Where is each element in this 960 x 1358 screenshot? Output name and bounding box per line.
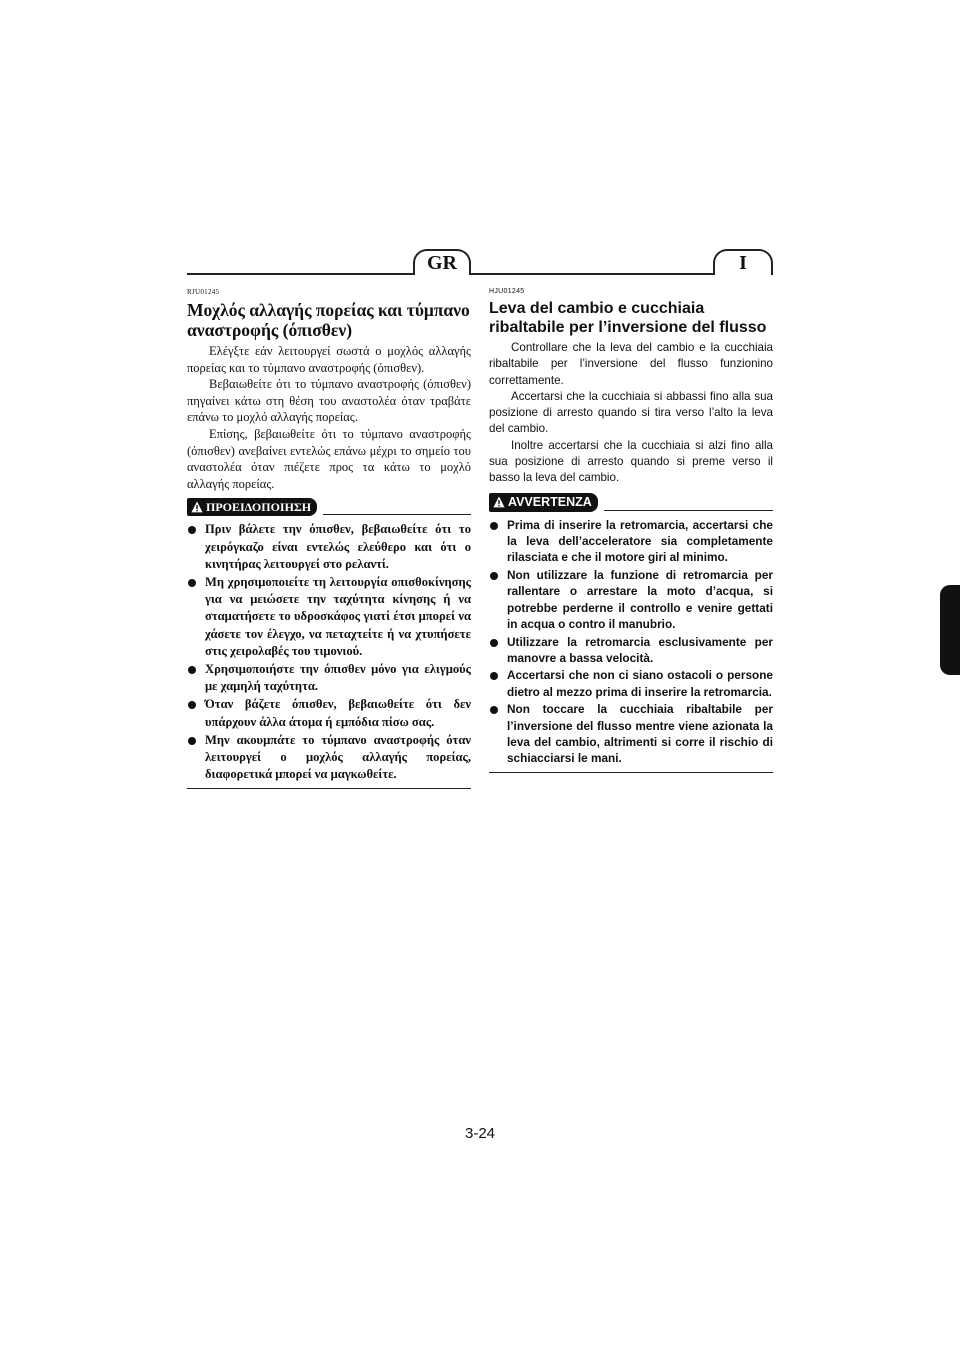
bullet-icon xyxy=(188,701,196,709)
warning-text: Accertarsi che non ci siano ostacoli o persone dietro al mezzo prima di inserire la retromarcia. xyxy=(507,668,773,699)
language-badge-italian: I xyxy=(713,249,773,275)
warning-item xyxy=(489,667,773,700)
greek-column xyxy=(187,288,471,789)
header-rule xyxy=(187,273,773,275)
warning-list xyxy=(187,521,471,783)
warning-text: Μη χρησιμοποιείτε τη λειτουργία οπισθοκίνησης για να μειώσετε την ταχύτητα κίνησης ή να σταματήσετε το υδροσκάφος γιατί έτσι μπορεί να χάσετε τον έλεγχο, να πεταχτείτε ή να χτυπήσετε στις χειρολαβές του τιμονιού. xyxy=(205,574,471,658)
section-code: RJU01245 xyxy=(187,288,220,296)
warning-text: Χρησιμοποιήστε την όπισθεν μόνο για ελιγμούς με χαμηλή ταχύτητα. xyxy=(205,661,471,694)
warning-text: Utilizzare la retromarcia esclusivamente per manovre a bassa velocità. xyxy=(507,634,773,665)
bullet-icon xyxy=(188,737,196,745)
body-paragraph: Βεβαιωθείτε ότι το τύμπανο αναστροφής (όπισθεν) πηγαίνει κάτω στη θέση του αναστολέα όταν τραβάτε επάνω το μοχλό αλλαγής πορείας. xyxy=(187,377,471,425)
warning-header xyxy=(187,498,471,516)
warning-item xyxy=(187,732,471,784)
body-paragraph: Inoltre accertarsi che la cucchiaia si alzi fino alla sua posizione di arresto quando si preme verso il basso la leva del cambio. xyxy=(489,438,773,485)
bullet-icon xyxy=(490,639,498,647)
warning-item xyxy=(489,567,773,633)
warning-item xyxy=(187,696,471,730)
warning-rule xyxy=(323,514,471,515)
warning-triangle-icon xyxy=(493,496,505,508)
warning-item xyxy=(489,634,773,667)
body-paragraph: Controllare che la leva del cambio e la cucchiaia ribaltabile per l’inversione del flusso funzionino correttamente. xyxy=(489,341,773,387)
warning-text: Πριν βάλετε την όπισθεν, βεβαιωθείτε ότι το χειρόγκαζο είναι εντελώς ελεύθερο και ότι ο κινητήρας λειτουργεί στο ρελαντί. xyxy=(205,522,471,571)
warning-text: Prima di inserire la retromarcia, accertarsi che la leva dell’acceleratore sia completamente rilasciata e che il motore giri al minimo. xyxy=(507,517,773,565)
bullet-icon xyxy=(490,522,498,530)
warning-item xyxy=(187,661,471,695)
bullet-icon xyxy=(188,579,196,587)
page-number: 3-24 xyxy=(464,1125,496,1142)
chapter-thumb-tab xyxy=(940,585,960,675)
warning-rule xyxy=(604,510,773,511)
bullet-icon xyxy=(490,672,498,680)
section-code: HJU01245 xyxy=(489,288,525,295)
bullet-icon xyxy=(490,572,498,580)
warning-text: Όταν βάζετε όπισθεν, βεβαιωθείτε ότι δεν υπάρχουν άλλα άτομα ή εμπόδια πίσω σας. xyxy=(205,697,471,729)
warning-text: Μην ακουμπάτε το τύμπανο αναστροφής όταν λειτουργεί ο μοχλός αλλαγής πορείας, διαφορετικά μπορεί να μαγκωθείτε. xyxy=(205,732,471,782)
section-title: Μοχλός αλλαγής πορείας και τύμπανο αναστροφής (όπισθεν) xyxy=(187,300,470,340)
warning-item xyxy=(489,701,773,767)
warning-triangle-icon xyxy=(191,501,203,513)
warning-end-rule xyxy=(489,772,773,773)
warning-label xyxy=(489,493,598,512)
italian-column xyxy=(489,288,773,773)
bullet-icon xyxy=(188,666,196,674)
bullet-icon xyxy=(490,706,498,714)
body-paragraph: Ελέγξτε εάν λειτουργεί σωστά ο μοχλός αλλαγής πορείας και το τύμπανο αναστροφής (όπισθεν). xyxy=(187,344,471,375)
warning-header xyxy=(489,493,773,512)
language-badge-greek: GR xyxy=(413,249,471,275)
warning-label-text: AVVERTENZA xyxy=(508,495,592,510)
warning-item xyxy=(187,521,471,573)
warning-label xyxy=(187,498,317,516)
warning-list xyxy=(489,517,773,767)
warning-item xyxy=(489,517,773,566)
body-paragraph: Επίσης, βεβαιωθείτε ότι το τύμπανο αναστροφής (όπισθεν) ανεβαίνει εντελώς επάνω μέχρι το σημείο του αναστολέα όταν πιέζετε προς τα κάτω το μοχλό αλλαγής πορείας. xyxy=(187,426,471,491)
body-paragraph: Accertarsi che la cucchiaia si abbassi fino alla sua posizione di arresto quando si tira verso l’alto la leva del cambio. xyxy=(489,389,773,436)
warning-text: Non utilizzare la funzione di retromarcia per rallentare o arrestare la moto d’acqua, si potrebbe perderne il controllo e venire gettati in acqua o contro il manubrio. xyxy=(507,567,773,632)
section-title: Leva del cambio e cucchiaia ribaltabile per l’inversione del flusso xyxy=(489,300,767,336)
warning-label-text: ΠΡΟΕΙΔΟΠΟΙΗΣΗ xyxy=(206,499,312,514)
bullet-icon xyxy=(188,526,196,534)
warning-end-rule xyxy=(187,788,471,789)
warning-item xyxy=(187,574,471,660)
warning-text: Non toccare la cucchiaia ribaltabile per l’inversione del flusso mentre viene azionata la leva del cambio, altrimenti si corre il rischio di schiacciarsi le mani. xyxy=(507,702,773,766)
